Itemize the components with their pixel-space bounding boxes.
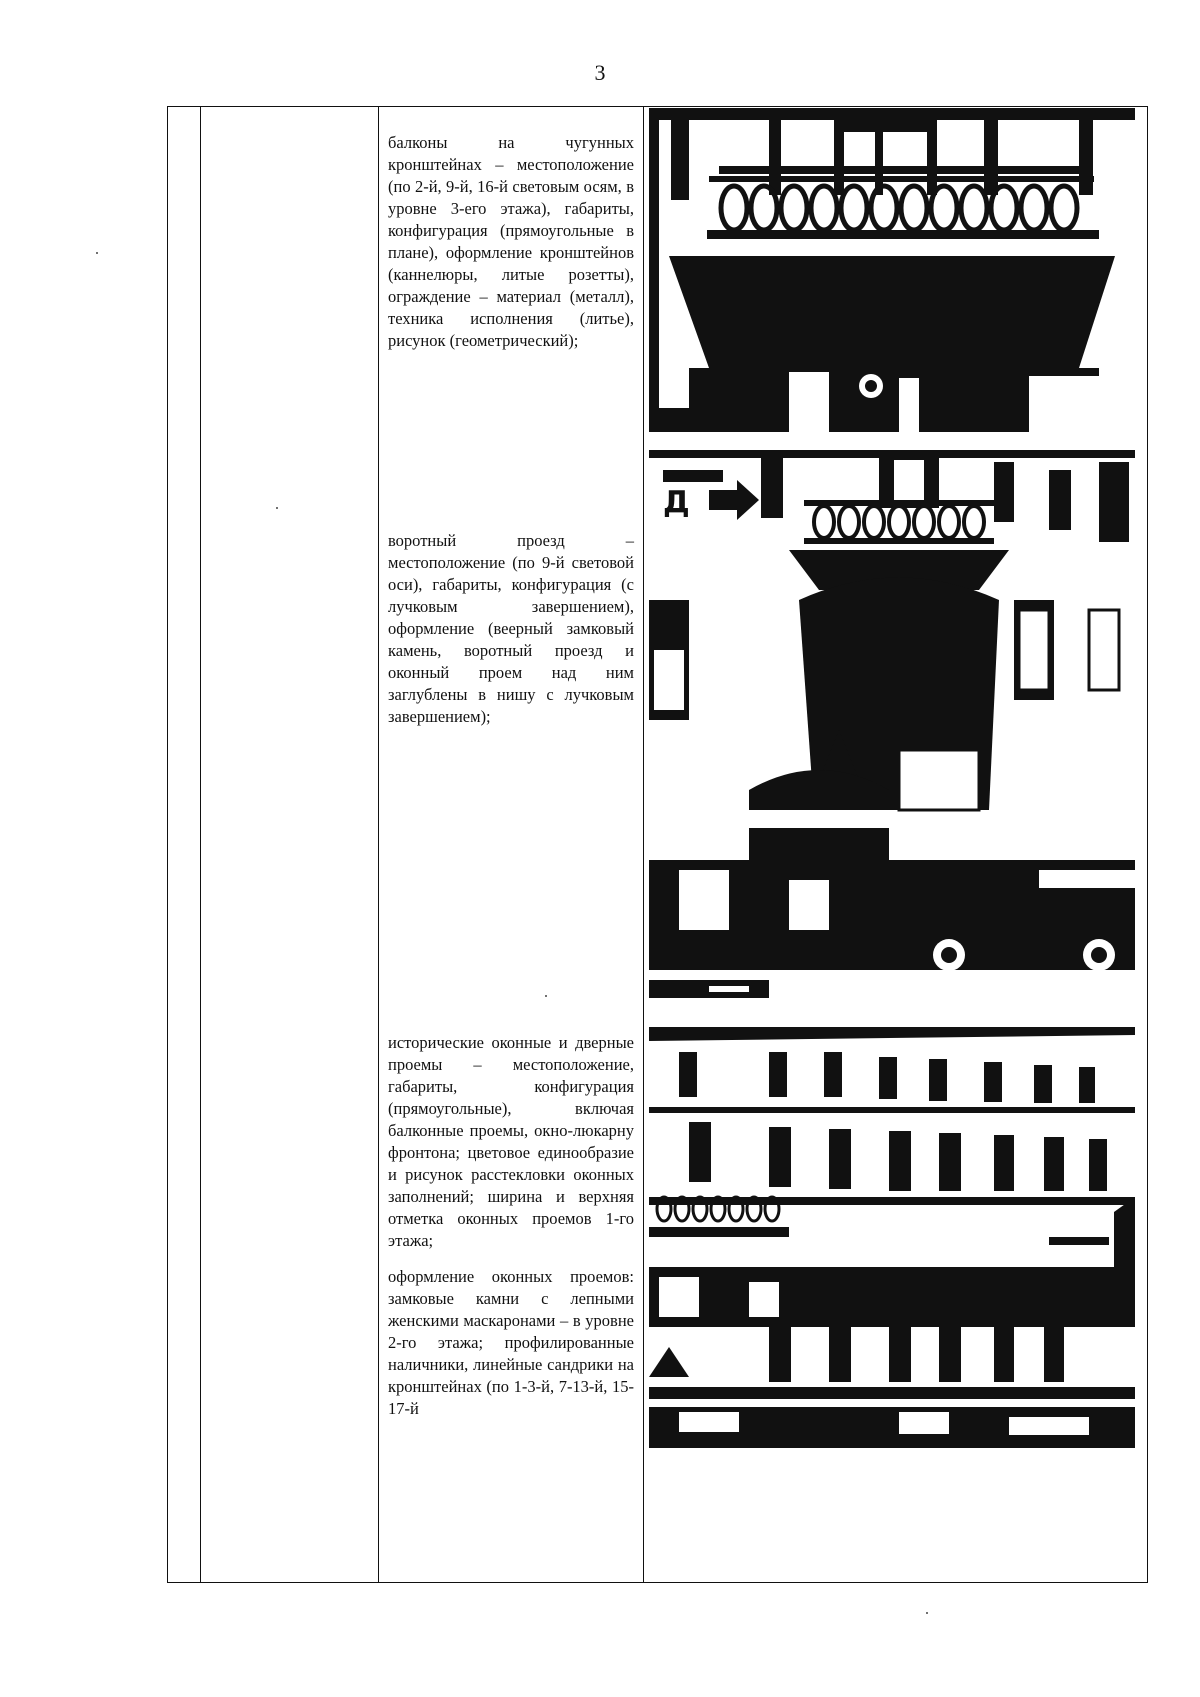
openings-description: [388, 1032, 634, 1434]
column-divider-1: [200, 107, 201, 1582]
gateway-description: [388, 530, 634, 742]
window-decor-text: оформление оконных проемов: замковые камни с лепными женскими маскаронами – в уровне 2-го этажа; профилированные наличники, линейные сандрики на кронштейнах (по 1-3-й, 7-13-й, 15-17-й: [388, 1267, 634, 1418]
gateway-photo: [649, 450, 1135, 998]
scan-speck: [96, 252, 98, 254]
scan-speck: [926, 1612, 928, 1614]
balcony-description: [388, 132, 634, 366]
gateway-sign-letter: Д: [663, 485, 690, 520]
column-divider-3: [643, 107, 644, 1582]
column-divider-2: [378, 107, 379, 1582]
scan-speck: [276, 507, 278, 509]
scan-speck: [545, 995, 547, 997]
facade-photo: [649, 1027, 1135, 1448]
balcony-text: балконы на чугунных кронштейнах – местоположение (по 2-й, 9-й, 16-й световым осям, в уровне 3-его этажа), габариты, конфигурация (прямоугольные в плане), оформление кронштейнов (каннелюры, литые розетты), ограждение – материал (металл), техника исполнения (литье), рисунок (геометрический);: [388, 133, 634, 350]
page-number: 3: [594, 60, 606, 85]
balcony-photo: [649, 108, 1135, 432]
gateway-text: воротный проезд – местоположение (по 9-й световой оси), габариты, конфигурация (с лучковым завершением), оформление (веерный замковый камень, воротный проезд и оконный проем над ним заглублены в нишу с лучковым завершением);: [388, 531, 634, 726]
openings-text: исторические оконные и дверные проемы – местоположение, габариты, конфигурация (прямоугольные), включая балконные проемы, окно-люкарну фронтона; цветовое единообразие и рисунок расстекловки оконных заполнений; ширина и верхняя отметка оконных проемов 1-го этажа;: [388, 1033, 634, 1250]
